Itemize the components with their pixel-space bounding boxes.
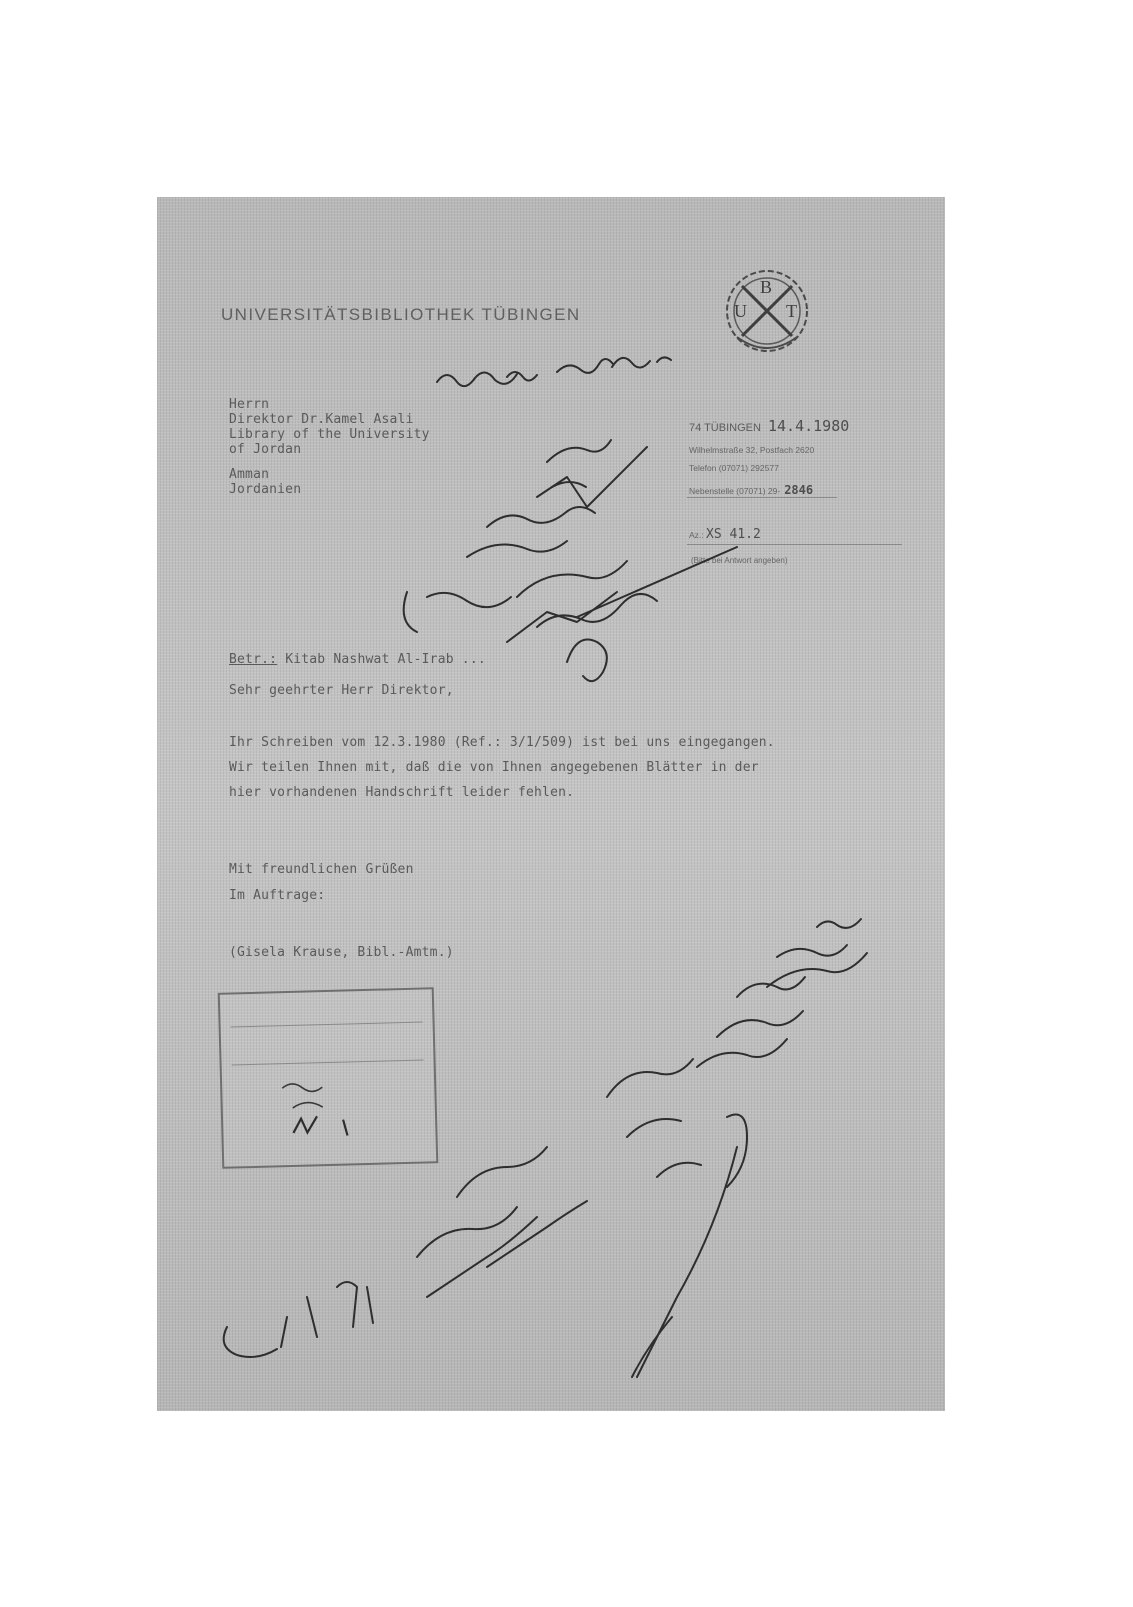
recipient-address bbox=[229, 397, 430, 497]
university-logo bbox=[712, 259, 822, 369]
signature-block: (Gisela Krause, Bibl.-Amtm.) bbox=[229, 945, 454, 960]
salutation: Sehr geehrter Herr Direktor, bbox=[229, 683, 454, 698]
subject-text: Kitab Nashwat Al-Irab ... bbox=[285, 652, 486, 667]
sender-address: Wilhelmstraße 32, Postfach 2620 bbox=[689, 445, 815, 455]
sender-telefon: Telefon (07071) 292577 bbox=[689, 463, 779, 473]
sender-nebenstelle bbox=[689, 483, 813, 497]
az-value: XS 41.2 bbox=[706, 527, 761, 542]
recipient-line: Library of the University bbox=[229, 427, 430, 442]
recipient-line: Jordanien bbox=[229, 482, 302, 497]
logo-letter-t: T bbox=[786, 301, 797, 321]
recipient-line: Amman bbox=[229, 467, 270, 482]
letterhead-title: UNIVERSITÄTSBIBLIOTHEK TÜBINGEN bbox=[221, 305, 581, 324]
logo-letter-u: U bbox=[734, 301, 747, 321]
az-hint: (Bitte bei Antwort angeben) bbox=[691, 556, 788, 565]
sender-city: 74 TÜBINGEN bbox=[689, 422, 761, 434]
recipient-line: Herrn bbox=[229, 397, 270, 412]
letter-date: 14.4.1980 bbox=[768, 417, 850, 435]
recipient-line: Direktor Dr.Kamel Asali bbox=[229, 412, 414, 427]
nebenstelle-value: 2846 bbox=[784, 483, 814, 497]
aktenzeichen bbox=[689, 527, 761, 542]
closing-line: Mit freundlichen Grüßen bbox=[229, 862, 414, 877]
sender-city-date bbox=[689, 417, 849, 435]
subject-label: Betr.: bbox=[229, 652, 278, 667]
divider bbox=[687, 544, 902, 545]
divider bbox=[687, 497, 837, 498]
body-line: Wir teilen Ihnen mit, daß die von Ihnen angegebenen Blätter in der bbox=[229, 760, 759, 775]
body-line: hier vorhandenen Handschrift leider fehlen. bbox=[229, 785, 575, 800]
recipient-line: of Jordan bbox=[229, 442, 302, 457]
registry-stamp bbox=[218, 987, 439, 1169]
scanned-letter bbox=[157, 197, 945, 1411]
handwritten-annotations bbox=[157, 197, 945, 1411]
nebenstelle-label: Nebenstelle (07071) 29- bbox=[689, 486, 781, 496]
subject-line bbox=[229, 652, 486, 667]
closing-line: Im Auftrage: bbox=[229, 888, 326, 903]
logo-letter-b: B bbox=[760, 277, 773, 297]
body-line: Ihr Schreiben vom 12.3.1980 (Ref.: 3/1/509) ist bei uns eingegangen. bbox=[229, 735, 775, 750]
az-label: Az.: bbox=[689, 530, 704, 540]
